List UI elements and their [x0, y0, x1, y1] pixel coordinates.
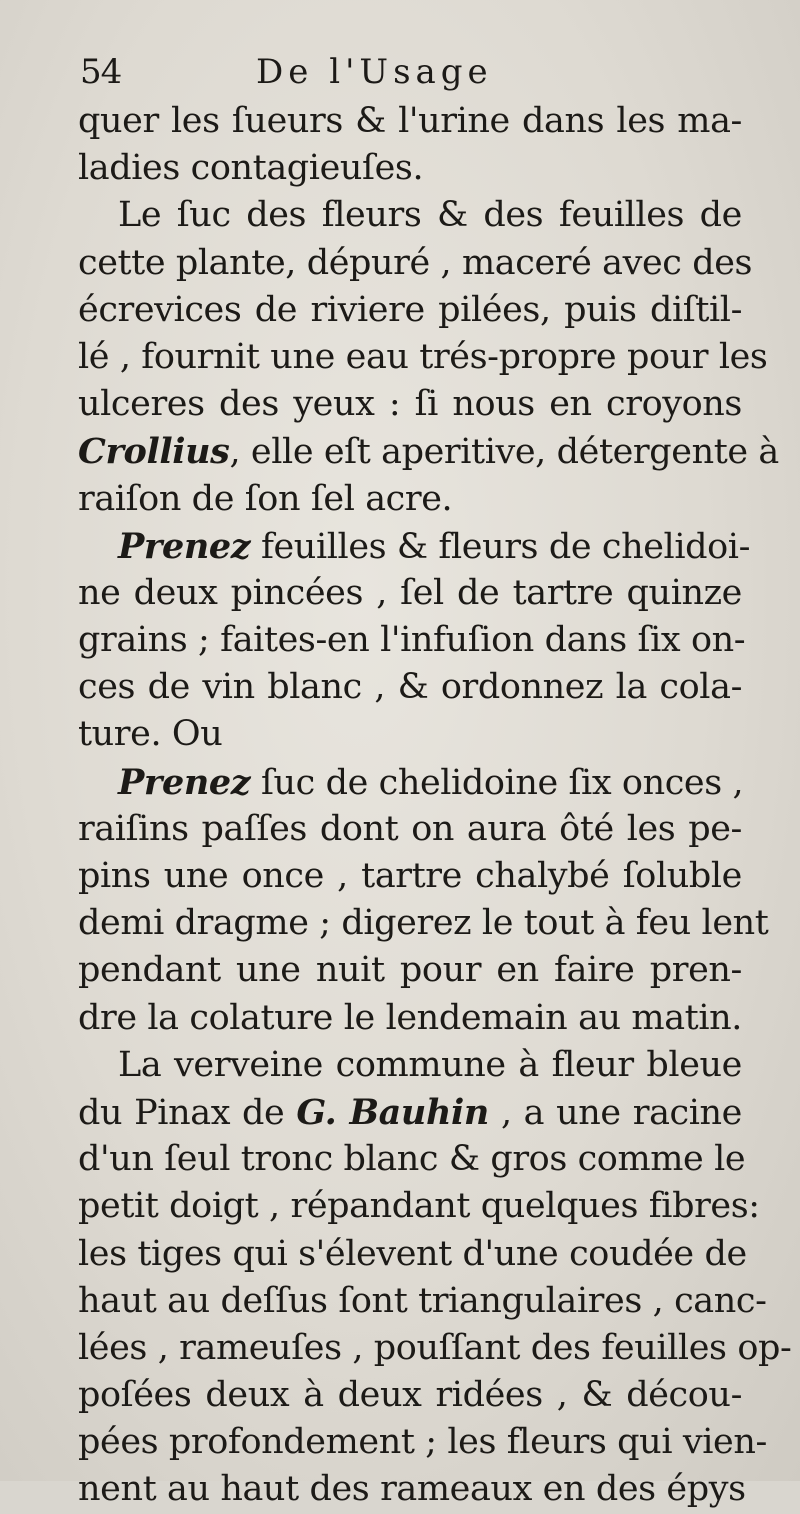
italic-text: Prenez	[118, 525, 251, 567]
italic-text: G. Bauhin	[296, 1091, 489, 1133]
text-line	[78, 711, 742, 758]
text-line	[78, 570, 742, 617]
text-line	[78, 1466, 746, 1513]
text-line	[78, 759, 742, 806]
text-segment: Le ſuc des fleurs & des feuilles de	[118, 195, 742, 236]
text-line	[78, 806, 742, 853]
text-line	[78, 381, 742, 428]
text-segment: nent au haut des rameaux en des épys	[78, 1469, 746, 1510]
text-line	[78, 1183, 760, 1230]
text-line	[78, 476, 742, 523]
text-segment: demi dragme ; digerez le tout à feu lent	[78, 903, 769, 944]
body-text	[78, 98, 792, 1514]
text-segment: du Pinax de	[78, 1092, 297, 1133]
text-line	[78, 853, 742, 900]
text-segment: écrevices de riviere pilées, puis diſtil-	[78, 289, 742, 330]
text-segment: pées profondement ; les fleurs qui vien-	[78, 1422, 767, 1463]
text-line	[78, 334, 768, 381]
text-segment: ces de vin blanc , & ordonnez la cola-	[78, 667, 742, 708]
text-segment: dre la colature le lendemain au matin.	[78, 997, 742, 1038]
text-line	[78, 1372, 742, 1419]
text-line	[78, 192, 742, 239]
text-segment: cette plante, dépuré , maceré avec des	[78, 242, 753, 283]
text-line	[78, 1042, 742, 1089]
text-line	[78, 947, 742, 994]
text-segment: les tiges qui s'élevent d'une coudée de	[78, 1233, 747, 1274]
text-segment: haut au deſſus ſont triangulaires , canc-	[78, 1280, 767, 1321]
text-line	[78, 287, 742, 334]
text-line	[78, 1325, 792, 1372]
text-segment: ladies contagieuſes.	[78, 148, 424, 189]
text-segment: ture. Ou	[78, 714, 223, 755]
text-segment: quer les ſueurs & l'urine dans les ma-	[78, 101, 742, 141]
text-segment: grains ; faites-en l'infuſion dans ſix on-	[78, 620, 746, 661]
text-line	[78, 240, 753, 287]
text-line	[78, 523, 751, 570]
text-segment: raiſins paſſes dont on aura ôté les pe-	[78, 808, 742, 849]
text-segment: lé , fournit une eau trés-propre pour les	[78, 336, 768, 377]
text-line	[78, 995, 742, 1042]
text-line	[78, 1278, 767, 1325]
text-line	[78, 1231, 747, 1278]
text-line	[78, 145, 742, 192]
text-segment: La verveine commune à fleur bleue	[118, 1044, 742, 1085]
text-segment: feuilles & fleurs de chelidoi-	[250, 526, 751, 567]
italic-text: Crollius	[78, 431, 230, 473]
italic-text: Prenez	[118, 761, 251, 803]
text-segment: petit doigt , répandant quelques fibres:	[78, 1186, 760, 1227]
text-segment: pins une once , tartre chalybé ſoluble	[78, 856, 742, 896]
text-segment: raiſon de ſon ſel acre.	[78, 478, 453, 519]
running-head: De l'Usage	[256, 52, 493, 92]
text-line	[78, 617, 746, 664]
text-line	[78, 664, 742, 711]
text-line	[78, 1419, 767, 1466]
text-line	[78, 1136, 746, 1183]
text-line	[78, 900, 769, 947]
text-segment: ſuc de chelidoine ſix onces ,	[250, 762, 744, 803]
text-segment: lées , rameuſes , pouſſant des feuilles op-	[78, 1327, 792, 1368]
text-line	[78, 1089, 742, 1136]
text-segment: d'un ſeul tronc blanc & gros comme le	[78, 1139, 746, 1180]
page-header	[80, 48, 760, 98]
text-segment: pendant une nuit pour en faire pren-	[78, 950, 742, 991]
text-segment: ne deux pincées , ſel de tartre quinze	[78, 572, 742, 613]
text-segment: poſées deux à deux ridées , & décou-	[78, 1375, 742, 1416]
text-segment: , elle eſt aperitive, détergente à	[229, 432, 779, 473]
text-segment: , a une racine	[488, 1092, 742, 1133]
text-segment: ulceres des yeux : ſi nous en croyons	[78, 384, 742, 425]
text-line	[78, 98, 742, 145]
text-line	[78, 428, 779, 475]
page-number: 54	[80, 52, 122, 92]
